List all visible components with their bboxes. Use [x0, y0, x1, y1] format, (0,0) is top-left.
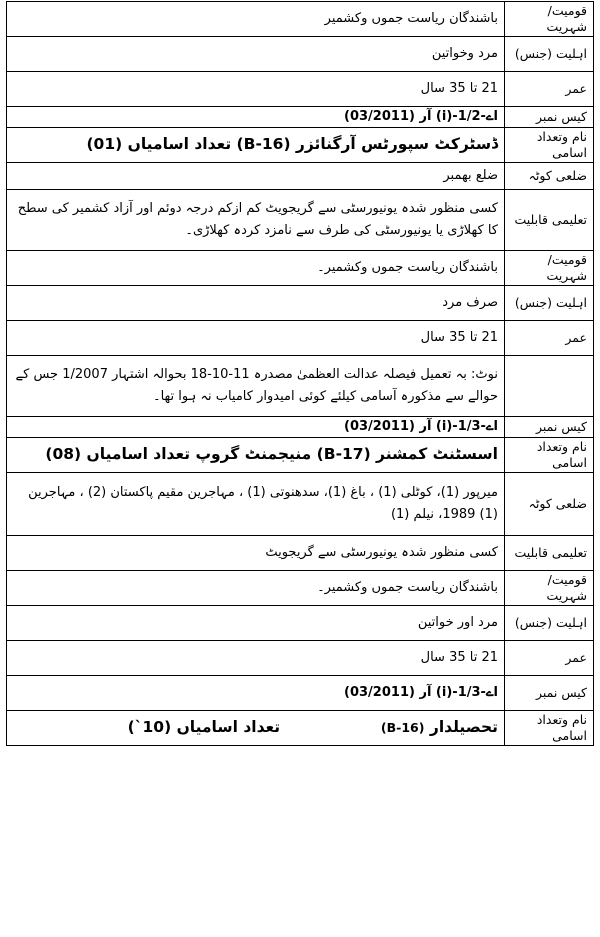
- post-title: [7, 711, 505, 746]
- case-number: اے-1/3-(i) آر (03/2011): [7, 417, 505, 438]
- row-value: 21 تا 35 سال: [7, 72, 505, 107]
- table-row: [7, 536, 594, 571]
- row-label: نام وتعداد اسامی: [505, 711, 594, 746]
- row-label: عمر: [505, 321, 594, 356]
- row-value: باشندگان ریاست جموں وکشمیر: [7, 2, 505, 37]
- table-row: [7, 251, 594, 286]
- table-row: [7, 107, 594, 128]
- table-row: [7, 438, 594, 473]
- row-value: کسی منظور شدہ یونیورسٹی سے گریجویٹ کم ازکم درجہ دوئم اور آزاد کشمیر کی سطح کا کھلاڑی یا یونیورسٹی کی طرف سے نامزد کردہ کھلاڑی۔: [7, 190, 505, 251]
- row-label: عمر: [505, 72, 594, 107]
- row-value: ضلع بھمبر: [7, 163, 505, 190]
- table-row: [7, 190, 594, 251]
- table-row: [7, 2, 594, 37]
- row-label: ضلعی کوٹہ: [505, 473, 594, 536]
- row-value: 21 تا 35 سال: [7, 641, 505, 676]
- table-row: [7, 571, 594, 606]
- table-row: [7, 128, 594, 163]
- row-label: نام وتعداد اسامی: [505, 128, 594, 163]
- row-label: قومیت/شہریت: [505, 251, 594, 286]
- row-value: باشندگان ریاست جموں وکشمیر۔: [7, 571, 505, 606]
- document-sheet: [6, 1, 594, 746]
- row-value: کسی منظور شدہ یونیورسٹی سے گریجویٹ: [7, 536, 505, 571]
- row-value: باشندگان ریاست جموں وکشمیر۔: [7, 251, 505, 286]
- post-title: اسسٹنٹ کمشنر (B-17) منیجمنٹ گروپ تعداد اسامیاں (08): [7, 438, 505, 473]
- row-label: اہلیت (جنس): [505, 286, 594, 321]
- row-value: مرد اور خواتین: [7, 606, 505, 641]
- row-value: مرد وخواتین: [7, 37, 505, 72]
- table-row: [7, 641, 594, 676]
- table-row: [7, 356, 594, 417]
- table-row: [7, 163, 594, 190]
- table-row: [7, 72, 594, 107]
- row-label: کیس نمبر: [505, 107, 594, 128]
- post-title: ڈسٹرکٹ سپورٹس آرگنائزر (B-16) تعداد اسامیاں (01): [7, 128, 505, 163]
- row-label: اہلیت (جنس): [505, 37, 594, 72]
- table-row: [7, 676, 594, 711]
- post-name: تحصیلدار: [429, 718, 498, 737]
- post-grade: (B-16): [380, 720, 425, 736]
- row-value: 21 تا 35 سال: [7, 321, 505, 356]
- row-label: [505, 356, 594, 417]
- row-value: میرپور (1)، کوٹلی (1) ، باغ (1)، سدھنوتی (1) ، مہاجرین مقیم پاکستان (2) ، مہاجرین (1) 1989، نیلم (1): [7, 473, 505, 536]
- table-row: [7, 711, 594, 746]
- row-label: قومیت/شہریت: [505, 2, 594, 37]
- table-row: [7, 286, 594, 321]
- post-count: تعداد اسامیاں (10`): [127, 718, 281, 737]
- table-row: [7, 473, 594, 536]
- job-posts-table: [6, 1, 594, 746]
- row-label: تعلیمی قابلیت: [505, 190, 594, 251]
- table-row: [7, 37, 594, 72]
- row-label: عمر: [505, 641, 594, 676]
- row-label: اہلیت (جنس): [505, 606, 594, 641]
- row-label: نام وتعداد اسامی: [505, 438, 594, 473]
- row-label: کیس نمبر: [505, 417, 594, 438]
- table-row: [7, 417, 594, 438]
- case-number: اے-1/2-(i) آر (03/2011): [7, 107, 505, 128]
- row-value: صرف مرد: [7, 286, 505, 321]
- table-row: [7, 321, 594, 356]
- row-label: تعلیمی قابلیت: [505, 536, 594, 571]
- table-row: [7, 606, 594, 641]
- case-number: اے-1/3-(i) آر (03/2011): [7, 676, 505, 711]
- row-label: قومیت/شہریت: [505, 571, 594, 606]
- note-text: نوٹ: بہ تعمیل فیصلہ عدالت العظمیٰ مصدرہ 11-10-18 بحوالہ اشتہار 1/2007 جس کے حوالے سے مذکورہ آسامی کیلئے کوئی امیدوار کامیاب نہ ہوا تھا۔: [7, 356, 505, 417]
- row-label: ضلعی کوٹہ: [505, 163, 594, 190]
- row-label: کیس نمبر: [505, 676, 594, 711]
